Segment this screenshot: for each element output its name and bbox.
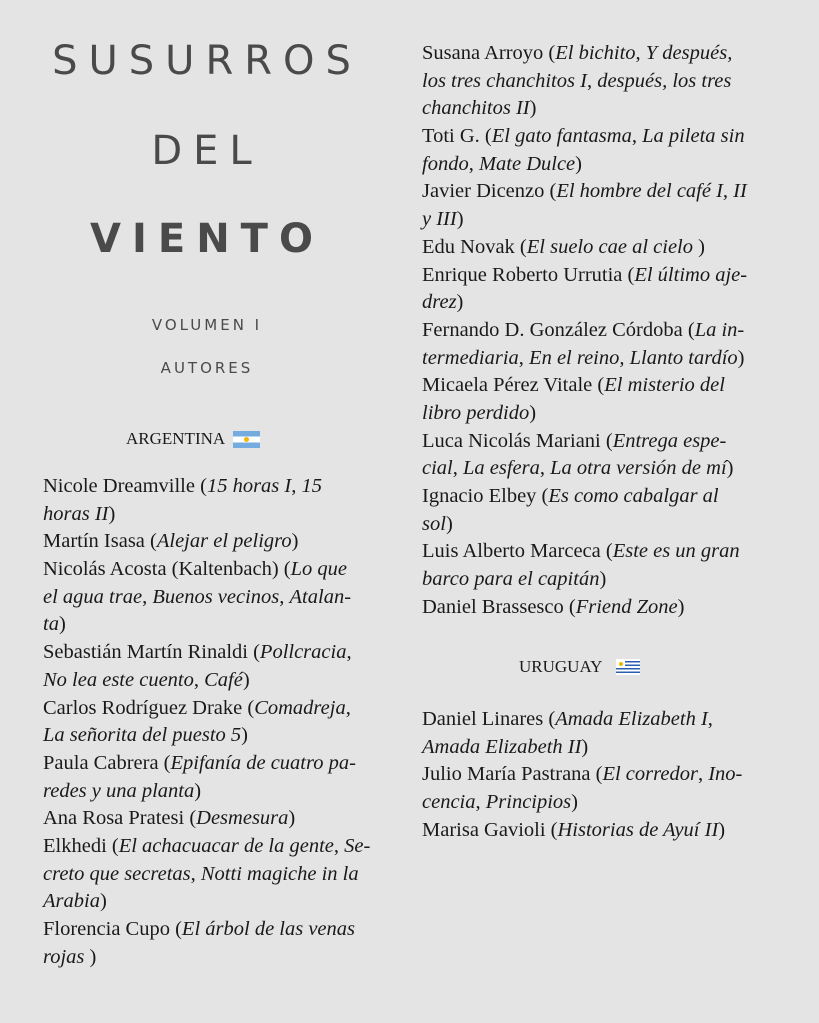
author-text: , <box>142 585 153 608</box>
author-text: ) <box>89 945 97 968</box>
author-line <box>422 428 747 456</box>
argentina-flag-icon <box>233 431 260 448</box>
author-text: ) <box>737 346 745 369</box>
author-text: , <box>707 708 713 730</box>
story-title: El achacuacar de la gente <box>118 834 334 857</box>
story-title: En el reino, Llanto tardío <box>529 346 738 369</box>
author-text: Elkhedi ( <box>43 834 119 857</box>
author-text: ) <box>718 818 726 841</box>
argentina-author-list <box>43 473 370 971</box>
story-title: Amada Elizabeth II <box>422 735 582 758</box>
author-line <box>422 817 742 845</box>
author-text: Nicole Dreamville ( <box>43 475 207 497</box>
author-text: Martín Isasa ( <box>43 530 157 553</box>
author-text: , <box>468 152 479 175</box>
author-line <box>43 944 370 972</box>
story-title: No lea este cuento <box>43 668 194 691</box>
story-title: La in- <box>694 318 745 341</box>
author-line <box>422 483 747 511</box>
story-title: Amada Elizabeth I <box>555 708 708 730</box>
author-text: ) <box>529 401 537 424</box>
authors-heading: AUTORES <box>160 359 254 377</box>
author-line <box>43 778 370 806</box>
author-text: Paula Cabrera ( <box>43 751 171 774</box>
country-heading-uruguay <box>519 657 640 677</box>
author-text: Marisa Gavioli ( <box>422 818 558 841</box>
story-title: redes y una planta <box>43 779 195 802</box>
story-title: El hombre del café I, II <box>556 180 747 203</box>
story-title: El último aje- <box>634 263 748 286</box>
author-text: ) <box>698 235 705 258</box>
story-title: libro perdido <box>422 401 530 424</box>
author-line <box>43 722 370 750</box>
author-text: , <box>697 763 709 786</box>
story-title: El corredor <box>602 763 698 786</box>
author-line <box>43 695 370 723</box>
author-text: Micaela Pérez Vitale ( <box>422 374 605 397</box>
author-text: Ana Rosa Pratesi ( <box>43 807 197 830</box>
story-title: horas II <box>43 502 109 525</box>
author-line <box>43 750 370 778</box>
story-title: el agua trae <box>43 585 143 608</box>
author-line <box>422 178 747 206</box>
author-text: Fernando D. González Córdoba ( <box>422 318 695 341</box>
story-title: Y después, <box>645 42 733 64</box>
author-text: Florencia Cupo ( <box>43 918 182 940</box>
author-line <box>422 234 747 262</box>
author-line <box>422 372 747 400</box>
author-line <box>422 455 747 483</box>
story-title: después, los tres <box>597 69 732 92</box>
author-line <box>43 639 370 667</box>
author-text: ) <box>599 568 607 591</box>
author-text: Daniel Linares ( <box>422 708 556 730</box>
author-line <box>422 566 747 594</box>
story-title: 15 <box>301 475 322 497</box>
story-title: Pollcracia <box>259 641 347 664</box>
story-title: Principios <box>485 791 572 814</box>
author-text: ) <box>575 152 582 175</box>
author-line <box>422 262 747 290</box>
story-title: La otra versión de mí <box>550 457 727 480</box>
story-title: termediaria <box>422 346 519 369</box>
author-text: , <box>586 69 598 92</box>
author-text: , <box>475 791 486 814</box>
story-title: barco para el capitán <box>422 568 600 591</box>
story-title: los tres chanchitos I <box>422 69 587 92</box>
story-title: Este es un gran <box>612 540 740 563</box>
author-text: Carlos Rodríguez Drake ( <box>43 696 255 719</box>
author-line <box>43 833 370 861</box>
author-text: Nicolás Acosta (Kaltenbach) ( <box>43 558 291 581</box>
story-title: Alejar el peligro <box>156 530 292 553</box>
argentina-author-list-continued <box>422 40 747 621</box>
story-title: La señorita del puesto 5 <box>43 724 242 747</box>
author-line <box>43 611 370 639</box>
country-label: URUGUAY <box>519 657 603 676</box>
story-title: creto que secretas <box>43 862 191 885</box>
author-line <box>422 151 747 179</box>
author-text: , <box>333 834 345 857</box>
author-text: ) <box>242 668 250 691</box>
author-line <box>422 123 747 151</box>
author-text: , <box>452 457 463 480</box>
story-title: El gato fantasma <box>491 125 632 148</box>
author-line <box>422 511 747 539</box>
author-text: , <box>345 696 351 719</box>
author-text: Susana Arroyo ( <box>422 42 556 64</box>
story-title: Desmesura <box>196 807 289 830</box>
author-text: ) <box>291 530 299 553</box>
story-title: Epifanía de cuatro pa- <box>170 751 356 774</box>
author-line <box>43 473 370 501</box>
story-title: Friend Zone <box>575 595 678 618</box>
author-line <box>422 345 747 373</box>
author-text: Edu Novak ( <box>422 235 527 258</box>
author-line <box>43 888 370 916</box>
author-text: , <box>635 42 646 64</box>
author-line <box>422 734 742 762</box>
author-text: Julio María Pastrana ( <box>422 763 603 786</box>
story-title: Historias de Ayuí II <box>557 818 719 841</box>
author-text: Toti G. ( <box>422 125 492 148</box>
author-text: ) <box>571 791 578 814</box>
author-line <box>422 789 742 817</box>
author-text: , <box>279 585 290 608</box>
story-title: sol <box>422 512 446 535</box>
author-line <box>43 667 370 695</box>
author-text: ) <box>456 291 464 314</box>
author-text: ) <box>58 613 66 636</box>
story-title: rojas <box>43 945 90 968</box>
country-heading-argentina <box>126 429 260 449</box>
author-line <box>422 761 742 789</box>
author-text: , <box>631 125 643 148</box>
author-text: , <box>291 475 302 497</box>
author-line <box>422 538 747 566</box>
author-line <box>43 556 370 584</box>
author-line <box>422 68 747 96</box>
author-text: ) <box>456 208 464 231</box>
story-title: ta <box>43 613 59 636</box>
title-line-2: DEL <box>151 128 263 174</box>
author-text: Enrique Roberto Urrutia ( <box>422 263 635 286</box>
author-text: Sebastián Martín Rinaldi ( <box>43 641 260 664</box>
author-text: , <box>193 668 205 691</box>
author-line <box>43 528 370 556</box>
author-line <box>422 206 747 234</box>
author-text: ) <box>99 890 107 913</box>
story-title: La pileta sin <box>642 125 745 148</box>
author-text: ) <box>241 724 248 747</box>
author-line <box>43 584 370 612</box>
author-text: Javier Dicenzo ( <box>422 180 557 203</box>
author-line <box>43 501 370 529</box>
story-title: drez <box>422 291 457 314</box>
story-title: Se- <box>344 834 371 857</box>
story-title: Ino- <box>708 763 743 786</box>
story-title: Es como cabalgar al <box>548 485 719 507</box>
story-title: Buenos vecinos <box>152 585 280 608</box>
story-title: fondo <box>422 152 469 175</box>
country-label: ARGENTINA <box>126 429 226 448</box>
story-title: Atalan- <box>289 585 352 608</box>
author-line <box>422 289 747 317</box>
story-title: El bichito <box>555 42 636 64</box>
author-line <box>422 594 747 622</box>
author-line <box>422 706 742 734</box>
author-line <box>422 317 747 345</box>
story-title: Comadreja <box>254 696 346 719</box>
author-text: ) <box>529 97 537 120</box>
author-text: , <box>518 346 530 369</box>
story-title: cial <box>422 457 453 480</box>
story-title: Notti magiche in la <box>200 862 359 885</box>
author-text: ) <box>677 595 685 618</box>
uruguay-author-list <box>422 706 742 844</box>
author-text: ) <box>194 779 202 802</box>
story-title: La esfera <box>463 457 540 480</box>
author-text: , <box>539 457 551 480</box>
author-text: , <box>346 641 352 664</box>
author-line <box>422 95 747 123</box>
story-title: cencia <box>422 791 476 814</box>
author-text: Luis Alberto Marceca ( <box>422 540 613 563</box>
author-text: Daniel Brassesco ( <box>422 595 576 618</box>
title-line-3: VIENTO <box>90 216 324 262</box>
author-text: ) <box>108 502 116 525</box>
story-title: 15 horas I <box>206 475 292 497</box>
story-title: y III <box>422 208 457 231</box>
story-title: chanchitos II <box>422 97 530 120</box>
author-line <box>43 916 370 944</box>
author-line <box>422 400 747 428</box>
volume-label: VOLUMEN I <box>151 316 263 334</box>
story-title: Lo que <box>290 558 347 581</box>
title-line-1: SUSURROS <box>52 38 362 84</box>
story-title: Arabia <box>43 890 100 913</box>
author-text: Luca Nicolás Mariani ( <box>422 429 613 452</box>
story-title: Entrega espe- <box>612 429 727 452</box>
story-title: El árbol de las venas <box>181 918 356 940</box>
story-title: El misterio del <box>604 374 725 397</box>
author-line <box>422 40 747 68</box>
author-line <box>43 805 370 833</box>
author-text: ) <box>445 512 453 535</box>
author-text: ) <box>726 457 734 480</box>
author-text: ) <box>288 807 296 830</box>
story-title: Mate Dulce <box>478 152 576 175</box>
author-text: Ignacio Elbey ( <box>422 485 549 507</box>
author-text: , <box>190 862 201 885</box>
author-text: ) <box>581 735 589 758</box>
author-line <box>43 861 370 889</box>
story-title: El suelo cae al cielo <box>526 235 699 258</box>
uruguay-flag-icon <box>616 659 640 675</box>
story-title: Café <box>204 668 243 691</box>
